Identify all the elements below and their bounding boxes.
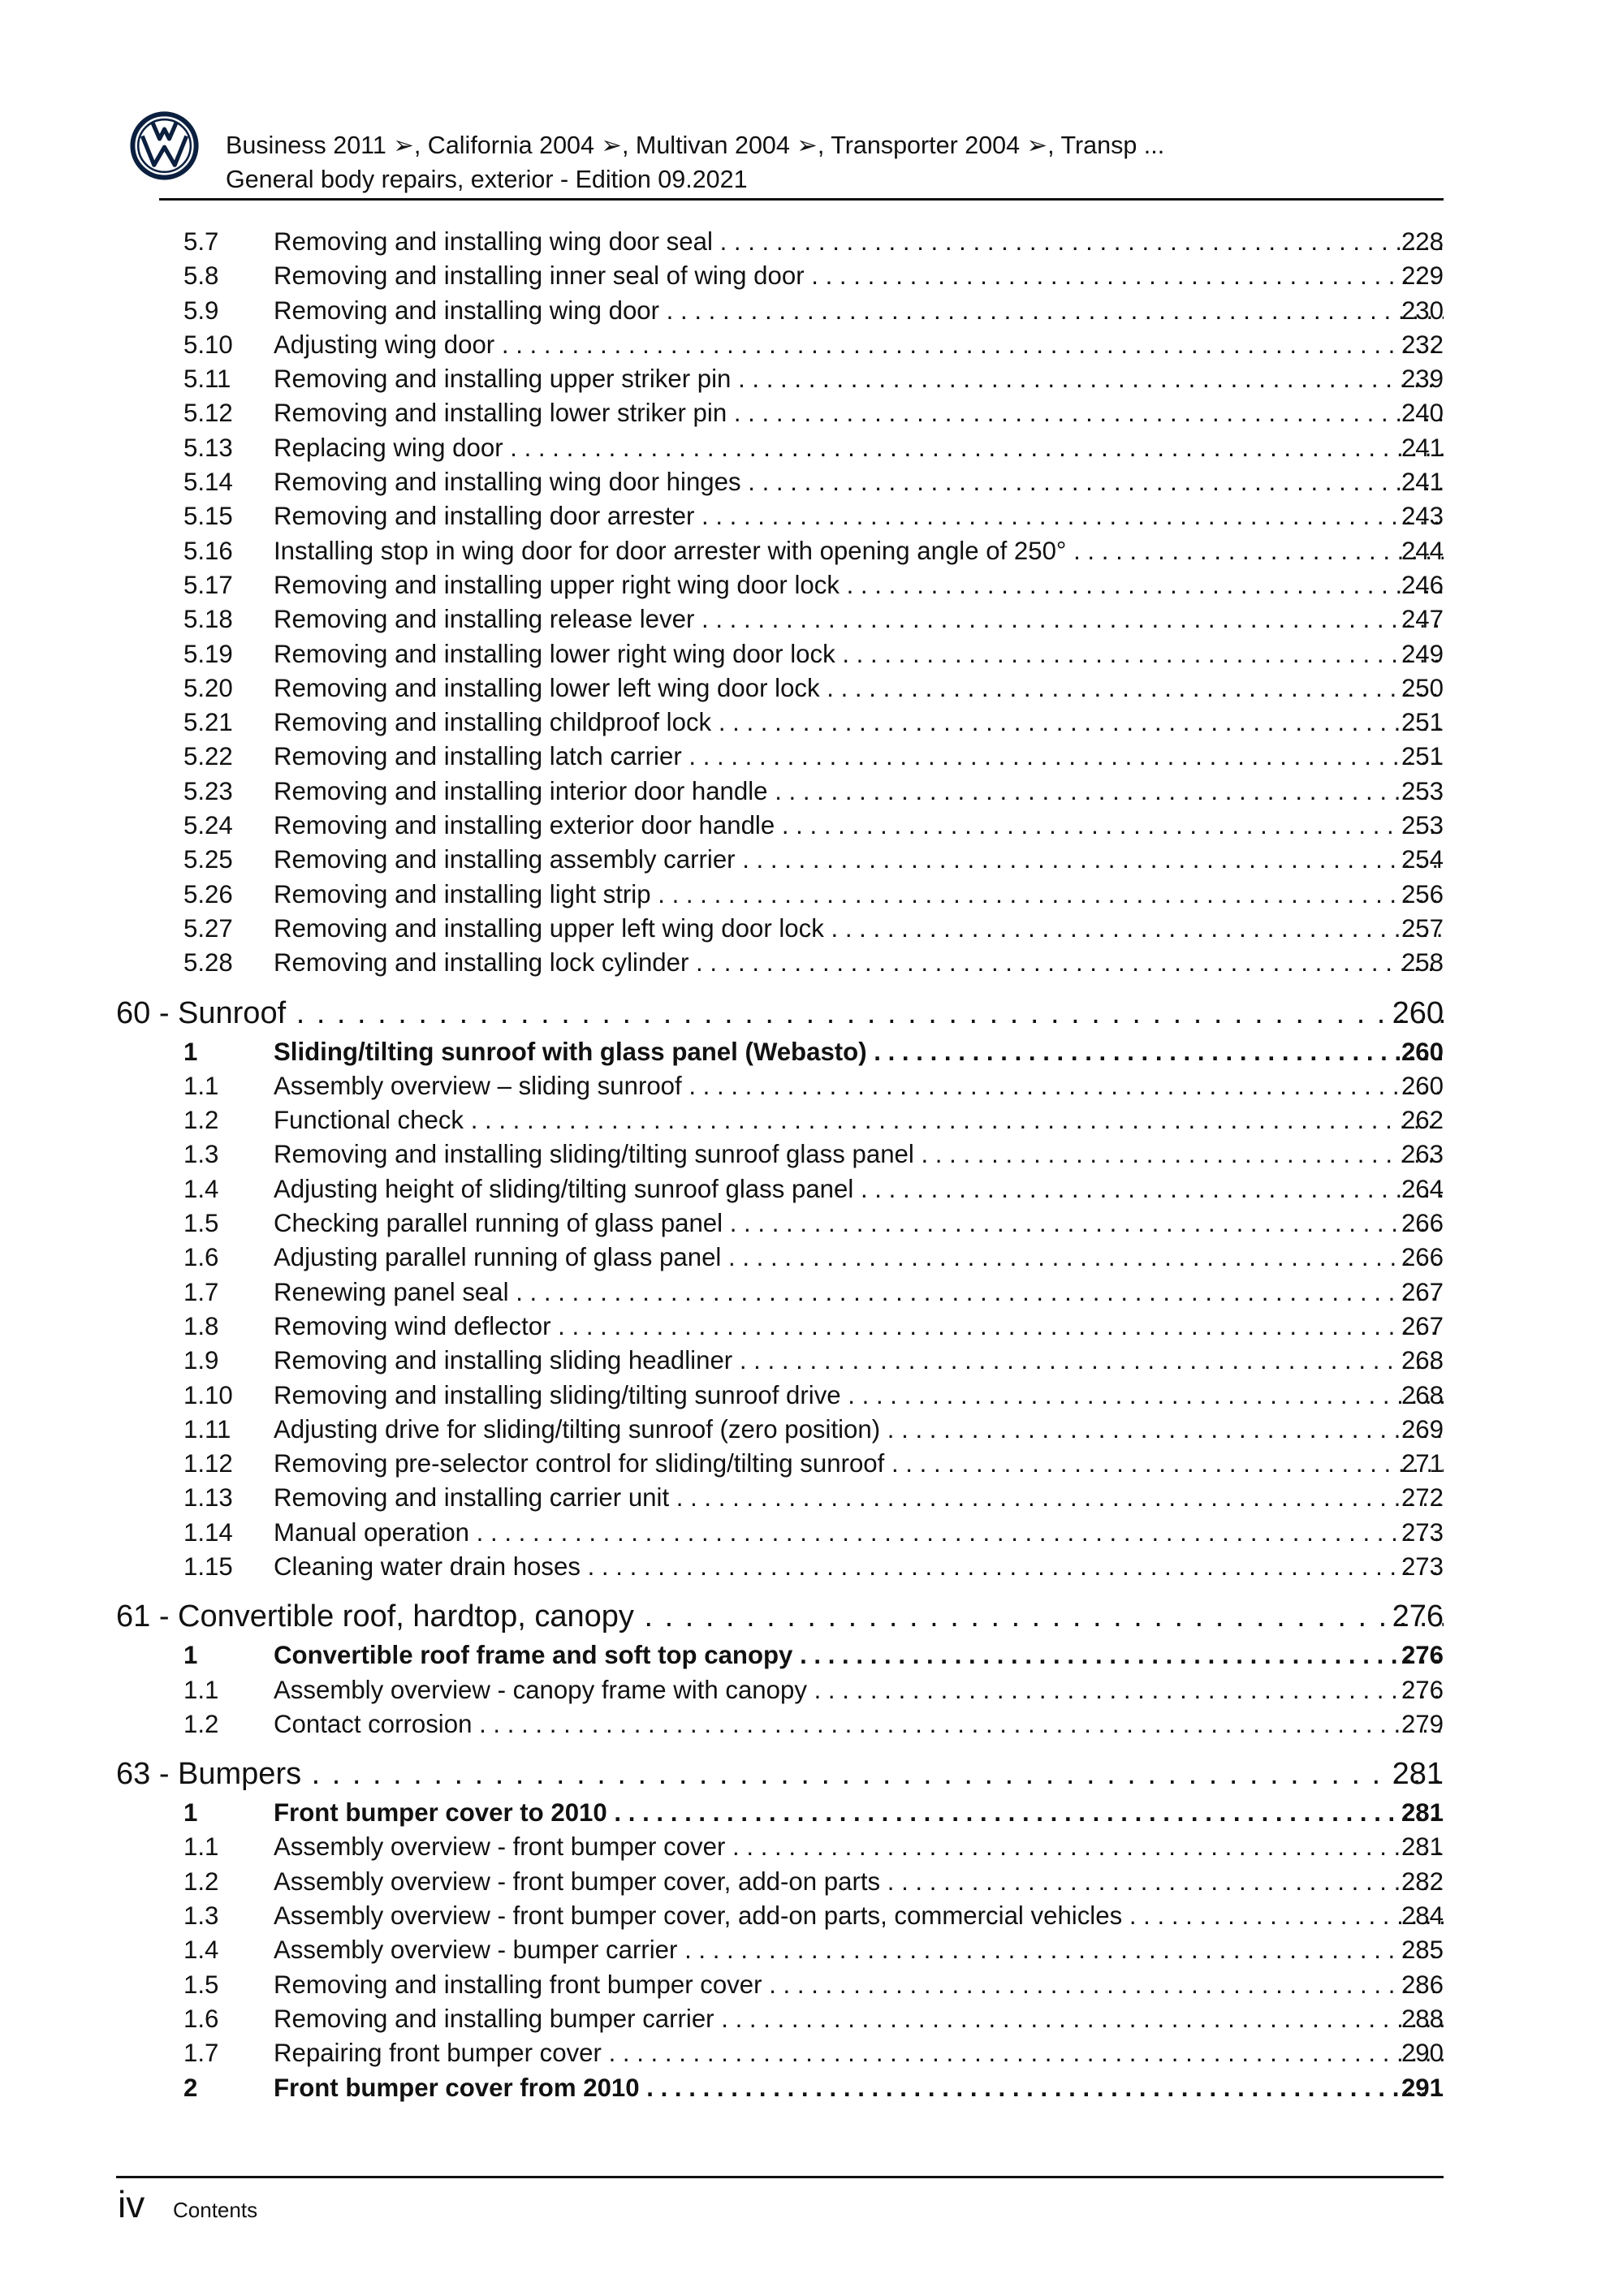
toc-entry-title: Removing and installing exterior door handle [274, 811, 775, 840]
toc-entry-title: Removing and installing lower right wing door lock [274, 639, 835, 668]
toc-entry[interactable] [0, 1899, 1623, 1933]
toc-entry-number: 5.16 [183, 536, 233, 565]
toc-entry-title-leader [274, 1481, 1444, 1515]
toc-entry-page: 241 [1401, 433, 1444, 462]
toc-entry-title-leader [274, 1035, 1444, 1069]
toc-entry-title: Removing and installing lower left wing door lock [274, 673, 820, 702]
toc-entry-title-leader [274, 1069, 1444, 1103]
toc-entry-number: 5.17 [183, 570, 233, 599]
toc-entry-number: 1.1 [183, 1675, 219, 1704]
toc-entry-title: Removing and installing childproof lock [274, 708, 712, 737]
toc-entry-page: 273 [1401, 1517, 1444, 1547]
toc-entry-number: 5.15 [183, 502, 233, 531]
toc-entry-title-leader [274, 1310, 1444, 1344]
toc-entry-title-leader [274, 534, 1444, 568]
toc-entry[interactable] [0, 1275, 1623, 1310]
toc-entry-page: 250 [1401, 673, 1444, 702]
toc-entry-page: 249 [1401, 639, 1444, 668]
toc-entry[interactable] [0, 2036, 1623, 2070]
toc-entry-title: Assembly overview - front bumper cover, add-on parts, commercial vehicles [274, 1901, 1123, 1931]
toc-entry-title: Removing and installing sliding/tilting sunroof glass panel [274, 1140, 914, 1169]
toc-entry-page: 251 [1401, 708, 1444, 737]
toc-entry-title: Removing and installing carrier unit [274, 1483, 670, 1513]
toc-entry-title: Removing and installing latch carrier [274, 742, 682, 771]
toc-entry-page: 253 [1401, 811, 1444, 840]
toc-entry[interactable] [0, 1413, 1623, 1447]
toc-entry-title-leader [274, 1865, 1444, 1899]
toc-entry-number: 1.1 [183, 1071, 219, 1100]
toc-entry-title: Manual operation [274, 1517, 470, 1547]
toc-entry-title-leader [274, 671, 1444, 706]
toc-entry[interactable] [0, 362, 1623, 396]
toc-entry-number: 5.18 [183, 605, 233, 634]
toc-entry-page: 273 [1401, 1552, 1444, 1581]
toc-entry-title-leader [274, 1275, 1444, 1310]
toc-chapter-title-leader [116, 1595, 1444, 1638]
toc-entry-title: Functional check [274, 1106, 464, 1135]
toc-chapter-title-leader [116, 991, 1444, 1035]
toc-entry[interactable] [0, 396, 1623, 430]
toc-section-entry[interactable] [0, 1035, 1623, 1069]
toc-entry-title: Removing and installing interior door handle [274, 776, 768, 805]
toc-entry[interactable] [0, 1516, 1623, 1550]
toc-entry-title: Assembly overview - canopy frame with canopy [274, 1675, 807, 1704]
toc-entry[interactable] [0, 1137, 1623, 1172]
toc-entry-title-leader [274, 1344, 1444, 1378]
toc-entry[interactable] [0, 1206, 1623, 1241]
toc-entry-number: 1.13 [183, 1483, 233, 1513]
toc-entry-title-leader [274, 1830, 1444, 1864]
toc-entry-title-leader [274, 1206, 1444, 1241]
toc-entry-page: 284 [1401, 1901, 1444, 1931]
toc-entry-title-leader [274, 602, 1444, 637]
toc-entry[interactable] [0, 2002, 1623, 2036]
toc-entry-page: 262 [1401, 1106, 1444, 1135]
toc-entry-title: Cleaning water drain hoses [274, 1552, 581, 1581]
toc-entry[interactable] [0, 1172, 1623, 1206]
toc-entry-title: Removing and installing lock cylinder [274, 948, 689, 978]
toc-entry-title-leader [274, 1137, 1444, 1172]
toc-entry-title: Assembly overview - front bumper cover [274, 1832, 726, 1862]
toc-entry-title: Removing and installing bumper carrier [274, 2004, 714, 2033]
toc-entry-title-leader [274, 809, 1444, 843]
toc-entry-number: 1.10 [183, 1380, 233, 1409]
toc-entry-title-leader [274, 396, 1444, 430]
toc-entry-page: 229 [1401, 261, 1444, 291]
toc-entry-page: 276 [1401, 1675, 1444, 1704]
toc-entry[interactable] [0, 878, 1623, 912]
footer-section-label: Contents [173, 2198, 258, 2222]
toc-entry[interactable] [0, 637, 1623, 671]
header-vehicle-models: Business 2011 ➢, California 2004 ➢, Multivan 2004 ➢, Transporter 2004 ➢, Transp ... [226, 132, 1165, 159]
toc-entry-title-leader [274, 1516, 1444, 1550]
toc-entry-number: 1.1 [183, 1832, 219, 1862]
toc-entry[interactable] [0, 843, 1623, 877]
toc-entry-number: 5.27 [183, 913, 233, 943]
toc-chapter-heading[interactable] [0, 1752, 1623, 1796]
toc-entry-title-leader [274, 1413, 1444, 1447]
toc-entry-number: 1.15 [183, 1552, 233, 1581]
toc-entry[interactable] [0, 1344, 1623, 1378]
toc-entry-page: 282 [1401, 1867, 1444, 1896]
toc-entry-page: 272 [1401, 1483, 1444, 1513]
toc-entry[interactable] [0, 602, 1623, 637]
document-header [226, 128, 1164, 196]
toc-entry-page: 260 [1401, 1071, 1444, 1100]
toc-entry[interactable] [0, 1707, 1623, 1741]
toc-entry[interactable] [0, 740, 1623, 774]
footer-page-number: iv [118, 2183, 145, 2225]
toc-entry-title: Assembly overview - front bumper cover, add-on parts [274, 1867, 881, 1896]
toc-entry[interactable] [0, 912, 1623, 946]
toc-entry-page: 290 [1401, 2039, 1444, 2068]
toc-entry-page: 263 [1401, 1140, 1444, 1169]
toc-entry-page: 232 [1401, 330, 1444, 359]
toc-entry[interactable] [0, 1379, 1623, 1413]
toc-entry[interactable] [0, 1933, 1623, 1967]
toc-entry-page: 258 [1401, 948, 1444, 978]
toc-entry-number: 5.23 [183, 776, 233, 805]
toc-entry-title-leader [274, 1638, 1444, 1672]
toc-entry-number: 5.25 [183, 845, 233, 874]
toc-entry[interactable] [0, 1673, 1623, 1707]
toc-entry-title-leader [274, 1899, 1444, 1933]
toc-entry-title-leader [274, 225, 1444, 259]
toc-chapter-heading[interactable] [0, 1595, 1623, 1638]
toc-entry-title-leader [274, 843, 1444, 877]
toc-entry-number: 5.8 [183, 261, 219, 291]
toc-entry-title-leader [274, 465, 1444, 499]
header-manual-title: General body repairs, exterior - Edition 09.2021 [226, 166, 748, 193]
toc-entry-title: Removing and installing wing door hinges [274, 468, 741, 497]
toc-entry-number: 5.21 [183, 708, 233, 737]
toc-entry-title: Removing and installing upper left wing door lock [274, 913, 824, 943]
toc-entry-number: 1.3 [183, 1901, 219, 1931]
toc-entry-title: Adjusting drive for sliding/tilting sunroof (zero position) [274, 1414, 881, 1444]
toc-entry[interactable] [0, 1069, 1623, 1103]
toc-entry-page: 256 [1401, 879, 1444, 908]
toc-entry-title: Removing and installing lower striker pin [274, 399, 727, 428]
toc-entry-number: 1.5 [183, 1209, 219, 1238]
toc-entry[interactable] [0, 775, 1623, 809]
toc-entry[interactable] [0, 671, 1623, 706]
toc-entry[interactable] [0, 431, 1623, 465]
toc-entry[interactable] [0, 1830, 1623, 1864]
toc-entry-number: 1.12 [183, 1449, 233, 1478]
toc-entry-title-leader [274, 294, 1444, 328]
toc-entry-title: Removing wind deflector [274, 1311, 551, 1340]
toc-entry-title: Adjusting parallel running of glass panel [274, 1243, 722, 1272]
toc-entry-number: 2 [183, 2073, 198, 2102]
toc-entry-title: Assembly overview - bumper carrier [274, 1936, 678, 1965]
toc-entry-title: Removing and installing wing door [274, 296, 660, 325]
toc-entry-page: 268 [1401, 1380, 1444, 1409]
toc-entry-page: 247 [1401, 605, 1444, 634]
toc-entry-page: 241 [1401, 468, 1444, 497]
footer-divider [116, 2176, 1444, 2178]
toc-chapter-page: 260 [1392, 995, 1444, 1030]
toc-chapter-page: 281 [1392, 1757, 1444, 1792]
toc-entry-page: 271 [1401, 1449, 1444, 1478]
toc-entry-title-leader [274, 2002, 1444, 2036]
toc-entry[interactable] [0, 1241, 1623, 1275]
toc-entry-number: 1.9 [183, 1346, 219, 1375]
toc-entry[interactable] [0, 1103, 1623, 1137]
toc-entry-page: 288 [1401, 2004, 1444, 2033]
toc-entry-number: 1.6 [183, 1243, 219, 1272]
toc-entry[interactable] [0, 499, 1623, 533]
toc-entry-number: 5.9 [183, 296, 219, 325]
toc-chapter-page: 276 [1392, 1599, 1444, 1634]
toc-entry-page: 279 [1401, 1709, 1444, 1738]
toc-entry-number: 1.4 [183, 1174, 219, 1203]
toc-entry-page: 267 [1401, 1277, 1444, 1306]
toc-entry-title-leader [274, 499, 1444, 533]
toc-entry[interactable] [0, 568, 1623, 602]
toc-entry-number: 1.2 [183, 1106, 219, 1135]
toc-entry-page: 267 [1401, 1311, 1444, 1340]
toc-entry-number: 5.22 [183, 742, 233, 771]
toc-entry-title: Replacing wing door [274, 433, 503, 462]
toc-entry-page: 243 [1401, 502, 1444, 531]
toc-entry-page: 253 [1401, 776, 1444, 805]
toc-entry-title-leader [274, 328, 1444, 362]
toc-entry-page: 260 [1401, 1037, 1444, 1066]
toc-entry-title: Removing and installing release lever [274, 605, 695, 634]
toc-entry-title-leader [274, 740, 1444, 774]
toc-entry-page: 257 [1401, 913, 1444, 943]
toc-entry-title-leader [274, 912, 1444, 946]
toc-entry-title: Removing and installing front bumper cover [274, 1970, 762, 1999]
toc-entry-page: 254 [1401, 845, 1444, 874]
toc-entry-number: 1.2 [183, 1867, 219, 1896]
toc-entry-title-leader [274, 259, 1444, 293]
toc-entry-title-leader [274, 706, 1444, 740]
toc-entry[interactable] [0, 259, 1623, 293]
toc-entry-title-leader [274, 946, 1444, 980]
toc-entry-number: 5.28 [183, 948, 233, 978]
toc-entry-page: 239 [1401, 365, 1444, 394]
toc-entry-number: 1.7 [183, 1277, 219, 1306]
toc-entry-page: 228 [1401, 227, 1444, 256]
toc-entry-title-leader [274, 362, 1444, 396]
toc-entry-title: Contact corrosion [274, 1709, 473, 1738]
toc-entry-number: 5.20 [183, 673, 233, 702]
toc-entry[interactable] [0, 1481, 1623, 1515]
toc-entry-number: 5.12 [183, 399, 233, 428]
toc-entry-title-leader [274, 637, 1444, 671]
toc-chapter-title: 61 - Convertible roof, hardtop, canopy [116, 1599, 634, 1634]
toc-entry[interactable] [0, 1447, 1623, 1481]
toc-entry-page: 240 [1401, 399, 1444, 428]
toc-entry-number: 1.4 [183, 1936, 219, 1965]
toc-entry-title: Convertible roof frame and soft top canopy [274, 1641, 793, 1670]
toc-entry-title-leader [274, 1796, 1444, 1830]
toc-entry-number: 5.10 [183, 330, 233, 359]
toc-entry-page: 285 [1401, 1936, 1444, 1965]
toc-entry-page: 286 [1401, 1970, 1444, 1999]
header-divider [159, 198, 1444, 201]
toc-entry-page: 251 [1401, 742, 1444, 771]
toc-entry-title: Removing and installing door arrester [274, 502, 695, 531]
table-of-contents [0, 225, 1623, 2105]
toc-entry-number: 5.7 [183, 227, 219, 256]
toc-chapter-title-leader [116, 1752, 1444, 1796]
toc-entry[interactable] [0, 1550, 1623, 1584]
toc-entry-number: 1 [183, 1037, 198, 1066]
toc-entry[interactable] [0, 294, 1623, 328]
toc-entry-title-leader [274, 1933, 1444, 1967]
toc-entry-page: 268 [1401, 1346, 1444, 1375]
toc-entry[interactable] [0, 1310, 1623, 1344]
toc-entry-page: 276 [1401, 1641, 1444, 1670]
toc-section-entry[interactable] [0, 1638, 1623, 1672]
toc-entry-title: Adjusting wing door [274, 330, 495, 359]
toc-entry-title-leader [274, 1968, 1444, 2002]
toc-entry-page: 266 [1401, 1243, 1444, 1272]
toc-entry-page: 291 [1401, 2073, 1444, 2102]
toc-section-entry[interactable] [0, 1796, 1623, 1830]
toc-entry-page: 281 [1401, 1832, 1444, 1862]
toc-section-entry[interactable] [0, 2071, 1623, 2105]
toc-entry-title: Removing and installing assembly carrier [274, 845, 736, 874]
toc-entry-page: 244 [1401, 536, 1444, 565]
toc-entry-page: 264 [1401, 1174, 1444, 1203]
toc-entry-number: 1.5 [183, 1970, 219, 1999]
vw-logo-icon [130, 111, 199, 180]
toc-entry[interactable] [0, 946, 1623, 980]
toc-entry-number: 1 [183, 1798, 198, 1828]
toc-entry-title: Front bumper cover from 2010 [274, 2073, 640, 2102]
toc-entry-title: Checking parallel running of glass panel [274, 1209, 723, 1238]
toc-entry-title-leader [274, 775, 1444, 809]
toc-entry-title: Front bumper cover to 2010 [274, 1798, 607, 1828]
toc-entry-title-leader [274, 1447, 1444, 1481]
toc-entry-page: 246 [1401, 570, 1444, 599]
toc-entry-page: 266 [1401, 1209, 1444, 1238]
toc-entry-title: Removing and installing inner seal of wing door [274, 261, 805, 291]
toc-entry-title-leader [274, 1103, 1444, 1137]
toc-entry-page: 281 [1401, 1798, 1444, 1828]
toc-entry-title-leader [274, 1707, 1444, 1741]
toc-entry-page: 230 [1401, 296, 1444, 325]
toc-entry-number: 1.6 [183, 2004, 219, 2033]
toc-entry-title: Assembly overview – sliding sunroof [274, 1071, 682, 1100]
toc-entry-title: Removing and installing sliding/tilting sunroof drive [274, 1380, 841, 1409]
toc-entry-title: Removing and installing upper striker pin [274, 365, 732, 394]
toc-entry-number: 5.11 [183, 365, 231, 394]
toc-entry-number: 1.7 [183, 2039, 219, 2068]
toc-entry-title: Repairing front bumper cover [274, 2039, 602, 2068]
toc-entry-number: 5.24 [183, 811, 233, 840]
toc-entry-title-leader [274, 568, 1444, 602]
toc-entry-title-leader [274, 878, 1444, 912]
toc-entry-title-leader [274, 1379, 1444, 1413]
toc-entry-title: Adjusting height of sliding/tilting sunroof glass panel [274, 1174, 854, 1203]
toc-entry-title: Installing stop in wing door for door arrester with opening angle of 250° [274, 536, 1067, 565]
toc-chapter-heading[interactable] [0, 991, 1623, 1035]
toc-entry-title-leader [274, 2071, 1444, 2105]
toc-entry[interactable] [0, 534, 1623, 568]
toc-chapter-title: 63 - Bumpers [116, 1757, 302, 1792]
toc-entry-title: Removing and installing upper right wing door lock [274, 570, 840, 599]
toc-entry-number: 5.26 [183, 879, 233, 908]
toc-entry-number: 1 [183, 1641, 198, 1670]
toc-entry-number: 1.2 [183, 1709, 219, 1738]
toc-entry-title: Renewing panel seal [274, 1277, 509, 1306]
toc-entry-title-leader [274, 2036, 1444, 2070]
toc-entry-number: 5.19 [183, 639, 233, 668]
toc-entry-number: 1.3 [183, 1140, 219, 1169]
toc-entry-number: 5.14 [183, 468, 233, 497]
toc-entry[interactable] [0, 1968, 1623, 2002]
toc-entry-title: Removing pre-selector control for sliding/tilting sunroof [274, 1449, 885, 1478]
toc-entry[interactable] [0, 1865, 1623, 1899]
toc-entry-title-leader [274, 1172, 1444, 1206]
toc-entry-title: Removing and installing light strip [274, 879, 651, 908]
toc-entry-page: 269 [1401, 1414, 1444, 1444]
toc-chapter-title: 60 - Sunroof [116, 995, 287, 1030]
toc-entry-title-leader [274, 1673, 1444, 1707]
toc-entry-number: 1.14 [183, 1517, 233, 1547]
toc-entry-title: Removing and installing sliding headliner [274, 1346, 733, 1375]
toc-entry[interactable] [0, 328, 1623, 362]
toc-entry-title: Removing and installing wing door seal [274, 227, 713, 256]
toc-entry[interactable] [0, 465, 1623, 499]
toc-entry[interactable] [0, 706, 1623, 740]
toc-entry[interactable] [0, 809, 1623, 843]
toc-entry-title: Sliding/tilting sunroof with glass panel (Webasto) [274, 1037, 867, 1066]
toc-entry-title-leader [274, 1550, 1444, 1584]
toc-entry[interactable] [0, 225, 1623, 259]
toc-entry-number: 1.11 [183, 1414, 231, 1444]
toc-entry-number: 1.8 [183, 1311, 219, 1340]
toc-entry-title-leader [274, 431, 1444, 465]
toc-entry-title-leader [274, 1241, 1444, 1275]
toc-entry-number: 5.13 [183, 433, 233, 462]
